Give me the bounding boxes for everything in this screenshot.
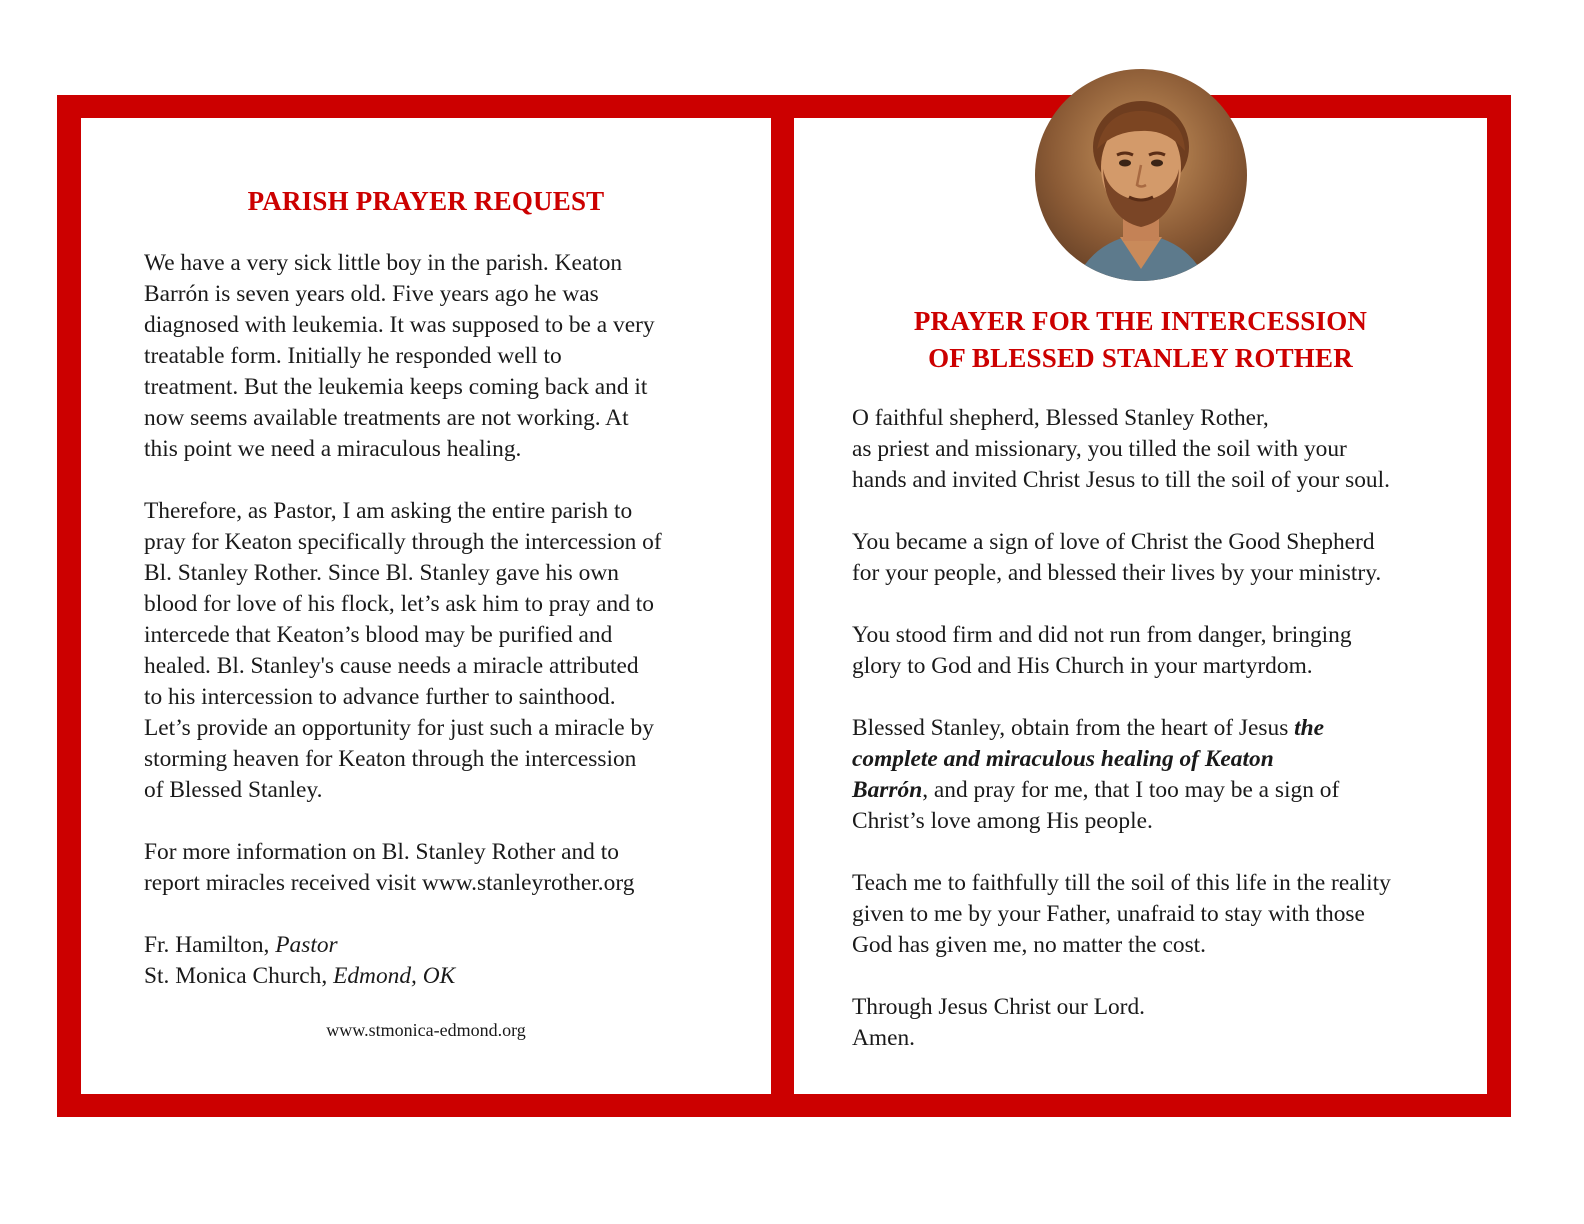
text-line: diagnosed with leukemia. It was supposed to be a very: [144, 312, 655, 338]
text-line: Let’s provide an opportunity for just such a miracle by: [144, 715, 654, 741]
text-line: We have a very sick little boy in the parish. Keaton: [144, 250, 623, 276]
signature-block: [144, 930, 744, 992]
text-line: report miracles received visit www.stanleyrother.org: [144, 870, 635, 896]
request-paragraph-2: [144, 496, 744, 806]
text-line: You stood firm and did not run from danger, bringing: [852, 622, 1352, 648]
text-line: storming heaven for Keaton through the intercession: [144, 746, 637, 772]
text-line: Teach me to faithfully till the soil of this life in the reality: [852, 870, 1391, 896]
text-line: blood for love of his flock, let’s ask him to pray and to: [144, 591, 654, 617]
text-line: [852, 775, 1462, 806]
text-line: treatable form. Initially he responded well to: [144, 343, 562, 369]
signature-location: Edmond, OK: [333, 963, 456, 989]
prayer-request-heading: PARISH PRAYER REQUEST: [247, 186, 605, 216]
text-line: now seems available treatments are not working. At: [144, 405, 629, 431]
text-line: [852, 744, 1462, 775]
petition-emphasis: complete and miraculous healing of Keaton: [852, 746, 1274, 772]
petition-emphasis: the: [1294, 715, 1325, 741]
prayer-paragraph-2: [852, 527, 1462, 589]
text-line: of Blessed Stanley.: [144, 777, 323, 803]
text-line: God has given me, no matter the cost.: [852, 932, 1207, 958]
prayer-paragraph-3: [852, 620, 1462, 682]
petition-emphasis: Barrón: [852, 777, 923, 803]
text-line: as priest and missionary, you tilled the soil with your: [852, 436, 1347, 462]
signature-church: St. Monica Church,: [144, 963, 334, 989]
text-line: pray for Keaton specifically through the intercession of: [144, 529, 662, 555]
text-line: For more information on Bl. Stanley Rother and to: [144, 839, 619, 865]
signature-church-line: [144, 961, 744, 992]
intercession-prayer-body: [852, 403, 1462, 1054]
parish-website: www.stmonica-edmond.org: [326, 1020, 526, 1040]
heading-line-1: PRAYER FOR THE INTERCESSION: [913, 306, 1368, 336]
text-line: Therefore, as Pastor, I am asking the entire parish to: [144, 498, 633, 524]
text-line: given to me by your Father, unafraid to stay with those: [852, 901, 1365, 927]
request-paragraph-3: [144, 837, 744, 899]
signature-title: Pastor: [275, 932, 338, 958]
request-paragraph-1: [144, 248, 744, 465]
heading-line-2: OF BLESSED STANLEY ROTHER: [928, 343, 1353, 373]
text-line: You became a sign of love of Christ the Good Shepherd: [852, 529, 1375, 555]
text-line: intercede that Keaton’s blood may be purified and: [144, 622, 613, 648]
text-line: this point we need a miraculous healing.: [144, 436, 522, 462]
text-line: treatment. But the leukemia keeps coming back and it: [144, 374, 648, 400]
text-line: to his intercession to advance further to sainthood.: [144, 684, 616, 710]
prayer-paragraph-5: [852, 868, 1462, 961]
text-line: Amen.: [852, 1025, 916, 1051]
prayer-petition: [852, 713, 1462, 837]
text-line: healed. Bl. Stanley's cause needs a miracle attributed: [144, 653, 639, 679]
portrait-illustration: [1035, 69, 1247, 281]
petition-text: , and pray for me, that I too may be a sign of: [922, 777, 1340, 803]
text-line: hands and invited Christ Jesus to till the soil of your soul.: [852, 467, 1390, 493]
stanley-rother-portrait: [1035, 69, 1247, 281]
text-line: Christ’s love among His people.: [852, 808, 1153, 834]
prayer-request-body: [144, 248, 744, 992]
text-line: [852, 713, 1462, 744]
text-line: Through Jesus Christ our Lord.: [852, 994, 1146, 1020]
text-line: Barrón is seven years old. Five years ago he was: [144, 281, 599, 307]
prayer-paragraph-1: [852, 403, 1462, 496]
prayer-request-panel: [81, 118, 771, 1094]
intercession-prayer-heading: [794, 303, 1487, 377]
prayer-closing: [852, 992, 1462, 1054]
signature-name-line: [144, 930, 744, 961]
text-line: for your people, and blessed their lives by your ministry.: [852, 560, 1382, 586]
text-line: Bl. Stanley Rother. Since Bl. Stanley gave his own: [144, 560, 619, 586]
signature-name: Fr. Hamilton,: [144, 932, 276, 958]
petition-text: Blessed Stanley, obtain from the heart of Jesus: [852, 715, 1295, 741]
text-line: glory to God and His Church in your martyrdom.: [852, 653, 1313, 679]
text-line: O faithful shepherd, Blessed Stanley Rother,: [852, 405, 1269, 431]
